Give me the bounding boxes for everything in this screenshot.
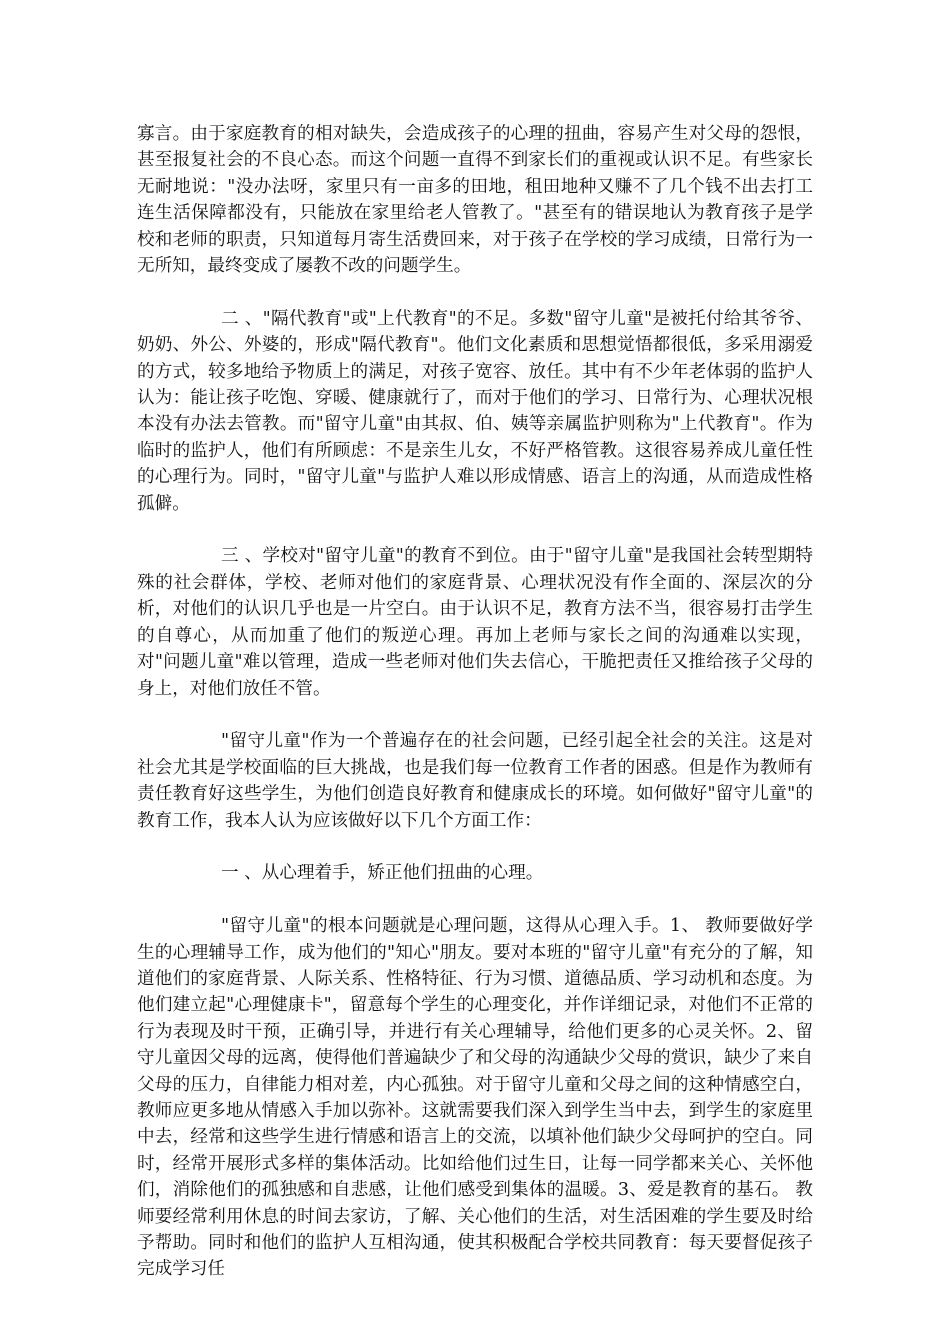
paragraph-spacer (137, 517, 813, 543)
document-body (137, 121, 813, 1283)
paragraph-intro-continuation: 寡言。由于家庭教育的相对缺失，会造成孩子的心理的扭曲，容易产生对父母的怨恨，甚至报复社会的不良心态。而这个问题一直得不到家长们的重视或认识不足。有些家长无耐地说："没办法呀，家里只有一亩多的田地，租田地种又赚不了几个钱不出去打工连生活保障都没有，只能放在家里给老人管教了。"甚至有的错误地认为教育孩子是学校和老师的职责，只知道每月寄生活费回来，对于孩子在学校的学习成绩，日常行为一无所知，最终变成了屡教不改的问题学生。 (137, 124, 813, 277)
paragraph-spacer (137, 887, 813, 913)
paragraph-spacer (137, 834, 813, 860)
paragraph-overview: "留守儿童"作为一个普遍存在的社会问题，已经引起全社会的关注。这是对社会尤其是学校面临的巨大挑战，也是我们每一位教育工作者的困惑。但是作为教师有责任教育好这些学生，为他们创造良好教育和健康成长的环境。如何做好"留守儿童"的教育工作，我本人认为应该做好以下几个方面工作： (137, 731, 813, 831)
paragraph-section-three: 三 、学校对"留守儿童"的教育不到位。由于"留守儿童"是我国社会转型期特殊的社会群体，学校、老师对他们的家庭背景、心理状况没有作全面的、深层次的分析，对他们的认识几乎也是一片空白。由于认识不足，教育方法不当，很容易打击学生的自尊心，从而加重了他们的叛逆心理。再加上老师与家长之间的沟通难以实现，对"问题儿童"难以管理，造成一些老师对他们失去信心，干脆把责任又推给孩子父母的身上，对他们放任不管。 (137, 546, 813, 699)
paragraph-heading-one: 一 、从心理着手，矫正他们扭曲的心理。 (221, 863, 544, 884)
paragraph-section-two: 二 、"隔代教育"或"上代教育"的不足。多数"留守儿童"是被托付给其爷爷、奶奶、外公、外婆的，形成"隔代教育"。他们文化素质和思想觉悟都很低，多采用溺爱的方式，较多地给予物质上的满足，对孩子宽容、放任。其中有不少年老体弱的监护人认为：能让孩子吃饱、穿暖、健康就行了，而对于他们的学习、日常行为、心理状况根本没有办法去管教。而"留守儿童"由其叔、伯、姨等亲属监护则称为"上代教育"。作为临时的监护人，他们有所顾虑：不是亲生儿女，不好严格管教。这很容易养成儿童任性的心理行为。同时，"留守儿童"与监护人难以形成情感、语言上的沟通，从而造成性格孤僻。 (137, 308, 813, 514)
paragraph-psychology-details: "留守儿童"的根本问题就是心理问题，这得从心理入手。1、 教师要做好学生的心理辅导工作，成为他们的"知心"朋友。要对本班的"留守儿童"有充分的了解，知道他们的家庭背景、人际关系、性格特征、行为习惯、道德品质、学习动机和态度。为他们建立起"心理健康卡"，留意每个学生的心理变化，并作详细记录，对他们不正常的行为表现及时干预，正确引导，并进行有关心理辅导，给他们更多的心灵关怀。2、留守儿童因父母的远离，使得他们普遍缺少了和父母的沟通缺少父母的赏识，缺少了来自父母的压力，自律能力相对差，内心孤独。对于留守儿童和父母之间的这种情感空白，教师应更多地从情感入手加以弥补。这就需要我们深入到学生当中去，到学生的家庭里中去，经常和这些学生进行情感和语言上的交流，以填补他们缺少父母呵护的空白。同时，经常开展形式多样的集体活动。比如给他们过生日，让每一同学都来关心、关怀他们，消除他们的孤独感和自悲感，让他们感受到集体的温暖。3、爱是教育的基石。 教师要经常利用休息的时间去家访，了解、关心他们的生活，对生活困难的学生要及时给予帮助。同时和他们的监护人互相沟通，使其积极配合学校共同教育：每天要督促孩子完成学习任 (137, 916, 813, 1280)
paragraph-spacer (137, 702, 813, 728)
paragraph-spacer (137, 279, 813, 305)
